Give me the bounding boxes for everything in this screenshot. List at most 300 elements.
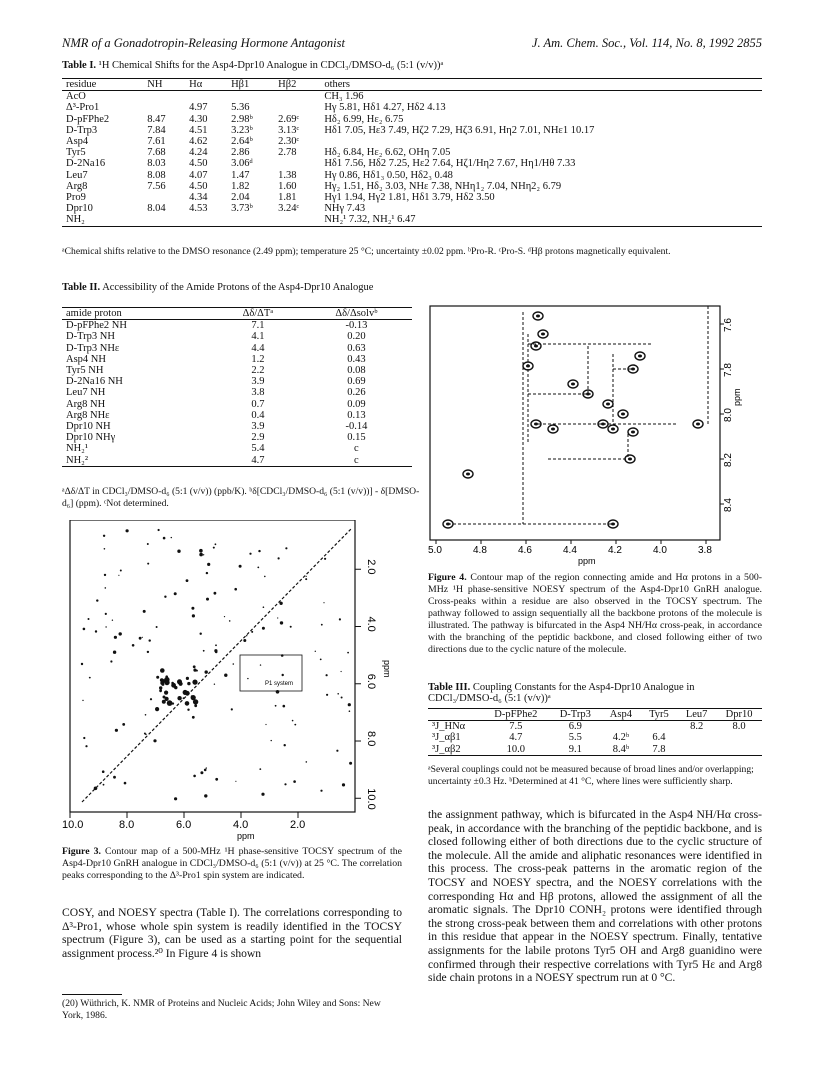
figure3-y-ticks <box>355 559 377 809</box>
figure3-peak <box>290 626 292 628</box>
figure4-peak-core <box>611 523 615 526</box>
figure3-peak <box>251 631 253 633</box>
table1-cell: Pro9 <box>66 192 86 204</box>
figure3-peak <box>260 664 261 665</box>
table2-cell: 0.08 <box>347 365 366 377</box>
figure4-caption-text: Contour map of the region connecting amide and Hα protons in a 500-MHz ¹H phase-sensitive NOESY spectrum of the Asp4-Dpr10 GnRH analogue. Cross-peaks within a residue are also observed in the TOCSY spectrum. The pathway followed to assign sequentially all the backbone protons of the molecule is illustrated. The pathway is bifurcated in the Asp4 NH/Hα cross-peak, in accordance with the branching of the peptidic backbone, and closed following either of two directions due to the cyclic nature of the molecule. <box>428 572 763 655</box>
figure4-xtick-label: 4.2 <box>608 545 622 556</box>
figure3-peak <box>281 654 284 657</box>
table1-cell: Hγ 5.81, Hδ1 4.27, Hδ2 4.13 <box>324 102 446 114</box>
table1-cell: 3.13ᶜ <box>278 124 300 136</box>
table1-cell: Arg8 <box>66 180 88 192</box>
table2-cell: D-Trp3 NH <box>66 331 115 343</box>
figure3-peak <box>306 761 308 763</box>
table3-cell: 8.4ᵇ <box>601 744 641 756</box>
figure4-caption <box>428 572 762 656</box>
figure3-peak <box>199 553 203 557</box>
table2-row <box>62 410 412 421</box>
figure3-peak <box>147 651 149 653</box>
figure3-ytick-label: 8.0 <box>365 731 377 747</box>
table1-cell: 1.47 <box>231 169 250 181</box>
table1-cell <box>227 214 274 226</box>
table2-label: Table II. <box>62 282 101 293</box>
figure3-label: Figure 3. <box>62 846 101 857</box>
table3-cell: 4.7 <box>509 732 523 744</box>
table1-cell: 8.04 <box>147 203 166 215</box>
table1-cell: 3.73ᵇ <box>231 203 253 215</box>
table1-row <box>62 170 762 181</box>
figure3-peak <box>161 683 164 686</box>
figure4-peak-core <box>621 413 625 416</box>
figure3-peak <box>347 652 349 654</box>
table2-row <box>62 455 412 467</box>
figure3-peak <box>185 701 190 706</box>
figure3-peak <box>192 680 197 685</box>
table1-cell: 2.98ᵇ <box>231 113 253 125</box>
figure3-peak <box>324 558 326 560</box>
table1-cell: D-2Na16 <box>66 158 106 170</box>
table1-cell <box>143 214 185 226</box>
table1-cell: Asp4 <box>66 136 89 148</box>
figure3-peak <box>326 694 328 696</box>
table1-cell: 4.34 <box>189 192 208 204</box>
figure3-peak <box>234 588 237 591</box>
figure3-peak <box>186 677 189 680</box>
table2-cell: 0.63 <box>347 342 366 354</box>
figure3-peak <box>89 677 91 679</box>
figure3-peak <box>171 537 172 538</box>
figure3-peak <box>243 639 246 642</box>
table2-header-0: amide proton <box>62 308 215 320</box>
figure3-peak <box>119 632 122 635</box>
figure3-peak <box>183 697 185 699</box>
figure4-xtick-label: 3.8 <box>698 545 712 556</box>
figure3-peak <box>104 548 106 550</box>
table1-cell: Hγ 0.86, Hδ1₃ 0.50, Hδ2₃ 0.48 <box>324 169 453 181</box>
figure4-xtick-label: 4.4 <box>563 545 577 556</box>
table1-cell: 3.24ᶜ <box>278 203 300 215</box>
figure3-peak <box>249 553 251 555</box>
table1-cell: 8.08 <box>147 169 166 181</box>
table2-row <box>62 399 412 410</box>
table1-cell: 7.61 <box>147 136 166 148</box>
figure3-peak <box>115 729 118 732</box>
figure3-peak <box>320 659 322 661</box>
table3-header-4: Tyr5 <box>641 709 677 721</box>
figure4-ylabel: ppm <box>732 388 742 406</box>
figure4-peak-core <box>541 333 545 336</box>
table1-cell: 4.51 <box>189 124 208 136</box>
figure3-peak <box>160 668 165 673</box>
figure3-peak <box>163 537 166 540</box>
figure3-peak <box>156 676 159 679</box>
figure3-xlabel: ppm <box>237 831 255 841</box>
table1-cell: 7.84 <box>147 124 166 136</box>
table2-cell: c <box>301 455 412 467</box>
table1-cell: 4.53 <box>189 203 208 215</box>
table2-cell: c <box>354 443 359 455</box>
table3-cell: 7.8 <box>641 744 677 756</box>
figure3-caption-text: Contour map of a 500-MHz ¹H phase-sensitive TOCSY spectrum of the Asp4-Dpr10 GnRH analogue in CDCl₃/DMSO-d₆ (5:1 (v/v)) at 25 °C. The correlation peaks corresponding to the Δ³-Pro1 spin system are indicated. <box>62 846 402 881</box>
table1-cell: 1.60 <box>278 180 297 192</box>
figure4-peak-core <box>466 473 470 476</box>
figure3-peak <box>102 770 105 773</box>
figure3-peak <box>271 740 272 741</box>
figure3-peak <box>277 617 278 618</box>
table3-cell: 10.0 <box>482 744 549 756</box>
table1-cell: 3.23ᵇ <box>231 124 253 136</box>
figure3-peak <box>261 793 264 796</box>
figure3-peak <box>224 674 227 677</box>
table2-cell: 5.4 <box>251 443 265 455</box>
figure3-peak <box>187 682 190 685</box>
figure4-ytick-label: 8.2 <box>723 453 734 467</box>
figure3-peak <box>257 567 259 569</box>
table2-cell: Asp4 NH <box>66 353 106 365</box>
table1-cell: Hγ₂ 1.51, Hδ₂ 3.03, NHε 7.38, NHη1₂ 7.04, NHη2₂ 6.79 <box>324 180 562 192</box>
figure3-peak <box>118 575 119 576</box>
figure3-peak <box>155 707 159 711</box>
figure3-peak <box>164 691 168 695</box>
figure4-peak-core <box>696 423 700 426</box>
table1-cell: 3.06ᵈ <box>231 158 253 170</box>
table1-row <box>62 136 762 147</box>
table1-cell: NH₂¹ 7.32, NH₂¹ 6.47 <box>320 214 762 226</box>
table2-cell: Dpr10 NH <box>66 421 111 433</box>
figure3-xtick-label: 8.0 <box>119 819 135 831</box>
figure3-peak <box>174 797 177 800</box>
table3-cell: 4.2ᵇ <box>612 732 630 744</box>
table1-caption-text: ¹H Chemical Shifts for the Asp4-Dpr10 Analogue in CDCl₃/DMSO-d₆ (5:1 (v/v))ᵃ <box>98 60 444 71</box>
figure3-peak <box>349 762 352 765</box>
table2-header-2: Δδ/Δsolvᵇ <box>301 308 412 320</box>
figure4-pathway <box>448 304 708 524</box>
table3-cell: 7.5 <box>509 721 523 733</box>
figure4-peak-core <box>611 428 615 431</box>
figure4-peak-core <box>638 355 642 358</box>
figure3-peak <box>323 602 324 603</box>
figure3-peak <box>193 669 196 672</box>
figure4-peak-core <box>534 423 538 426</box>
figure3-peak <box>306 576 307 577</box>
table3-header-5: Leu7 <box>677 709 716 721</box>
figure3-peak <box>213 547 215 549</box>
figure4-label: Figure 4. <box>428 572 467 583</box>
table1-row <box>62 102 762 113</box>
figure3-peak <box>132 644 135 647</box>
table2-cell: Arg8 NH <box>66 398 106 410</box>
figure3-peak <box>207 563 210 566</box>
figure4-ytick-label: 7.8 <box>723 363 734 377</box>
figure4-peak-core <box>631 368 635 371</box>
table2-cell: 4.7 <box>215 455 301 467</box>
table2-row <box>62 343 412 354</box>
table2-cell: 3.8 <box>251 387 265 399</box>
figure3-peak <box>259 768 261 770</box>
table3-cell: 9.1 <box>550 744 602 756</box>
figure3-peak <box>337 693 339 695</box>
figure3-peak <box>215 651 218 654</box>
figure3-plot <box>62 520 402 842</box>
table1-cell <box>185 91 227 103</box>
figure3-peak <box>264 576 266 578</box>
table3-cell <box>716 744 762 756</box>
table1-cell: 2.86 <box>231 147 250 159</box>
running-title: NMR of a Gonadotropin-Releasing Hormone Antagonist <box>62 36 345 50</box>
body-text-left: COSY, and NOESY spectra (Table I). The correlations corresponding to Δ³-Pro1, whose whole spin system is readily identified in the TOCSY spectrum (Figure 3), can be used as a starting point for the sequential assignment process.²⁰ In Figure 4 is shown <box>62 906 402 960</box>
table2-row <box>62 365 412 376</box>
figure3-peak <box>258 550 260 552</box>
figure4-ytick-label: 8.0 <box>723 408 734 422</box>
table2-row <box>62 354 412 365</box>
figure3-peak <box>103 784 105 786</box>
figure3-diagonal <box>82 528 352 802</box>
figure3-peak <box>191 607 194 610</box>
table1-cell: Hδ₂ 6.99, Hε₂ 6.75 <box>324 113 404 125</box>
figure3-peak <box>263 606 265 608</box>
figure4-x-ticks <box>428 540 712 556</box>
table1-row <box>62 147 762 158</box>
table2-cell: 2.9 <box>251 432 265 444</box>
table1-cell: 4.30 <box>189 113 208 125</box>
figure3-peak <box>203 554 204 555</box>
figure3-xtick-label: 2.0 <box>290 819 306 831</box>
figure3-peak <box>103 535 105 537</box>
figure4-frame <box>430 306 720 540</box>
figure3-peak <box>162 679 166 683</box>
table1-row <box>62 91 762 103</box>
figure3-peak <box>165 675 168 678</box>
table1-cell: 4.62 <box>189 136 208 148</box>
figure3-peak <box>294 724 296 726</box>
table1-cell: 5.36 <box>231 102 250 114</box>
figure3-peak <box>156 626 158 628</box>
figure3-caption <box>62 846 402 882</box>
figure3-ylabel: ppm <box>382 660 392 678</box>
table1-cell: 7.56 <box>147 180 166 192</box>
figure3-peak <box>149 639 151 641</box>
figure4-xtick-label: 4.0 <box>653 545 667 556</box>
figure3-peak <box>349 710 351 712</box>
table3-cell: 8.2 <box>690 721 704 733</box>
table2-footnote: ᵃΔδ/ΔT in CDCl₃/DMSO-d₆ (5:1 (v/v)) (ppb/K). ᵇδ[CDCl₃/DMSO-d₆ (5:1 (v/v))] - δ[DMSO-d₆] (ppm). ᶜNot determined. <box>62 486 420 509</box>
table1-cell: 1.38 <box>278 169 297 181</box>
figure3-peak <box>174 592 177 595</box>
table2-header-1: Δδ/ΔTᵃ <box>215 308 301 320</box>
figure3-peak <box>126 529 129 532</box>
table1-cell: 2.64ᵇ <box>231 136 253 148</box>
figure3-peak <box>203 650 205 652</box>
figure3-peak <box>321 624 323 626</box>
figure3-peak <box>160 689 162 691</box>
figure3-peak <box>284 744 286 746</box>
table1-cell: 2.04 <box>231 192 250 204</box>
table1-cell <box>227 91 274 103</box>
figure3-peak <box>142 637 143 638</box>
figure3-xtick-label: 6.0 <box>176 819 192 831</box>
figure3-peak <box>139 637 142 640</box>
figure3-peak <box>164 596 166 598</box>
table3-cell: ³J_αβ1 <box>432 732 461 744</box>
figure3-peak <box>320 790 322 792</box>
figure4-peak-core <box>628 458 632 461</box>
table1-row <box>62 125 762 136</box>
figure3-peak <box>147 563 149 565</box>
table1-cell: 2.30ᶜ <box>278 136 300 148</box>
table3-cell <box>677 732 716 743</box>
figure3-ytick-label: 10.0 <box>365 788 377 810</box>
figure4-peak-core <box>601 423 605 426</box>
table3-header-6: Dpr10 <box>716 709 762 721</box>
figure3-peak <box>348 703 351 706</box>
figure3-peak <box>193 775 196 778</box>
figure3-peak <box>145 714 147 716</box>
figure3-ytick-label: 4.0 <box>365 616 377 632</box>
table2-cell: 3.9 <box>251 421 265 433</box>
figure3-peak <box>193 665 196 668</box>
figure3-peak <box>262 627 265 630</box>
table2-row <box>62 376 412 387</box>
figure3-peak <box>292 720 294 722</box>
table1 <box>62 78 762 227</box>
table1-header-1: NH <box>143 79 185 91</box>
table1-header-2: Hα <box>185 79 227 91</box>
figure3-peak <box>94 787 98 791</box>
footnote-rule <box>62 994 122 995</box>
table3-cell <box>677 744 716 756</box>
table1-cell: CH₃ 1.96 <box>324 91 364 103</box>
figure3-frame <box>70 520 355 812</box>
figure3-peak <box>153 739 156 742</box>
table3-cell: 6.9 <box>568 721 582 733</box>
table2-cell: 0.20 <box>347 331 366 343</box>
table1-cell <box>143 91 185 103</box>
figure3-xtick-label: 10.0 <box>62 819 84 831</box>
figure3-peak <box>239 565 242 568</box>
table3-row <box>428 721 762 733</box>
figure3-peak <box>224 616 225 617</box>
table1-header-5: others <box>320 79 762 91</box>
figure3-peak <box>83 628 86 631</box>
figure3-peak <box>285 547 287 549</box>
table1-cell: 8.47 <box>147 113 166 125</box>
figure4-peak-core <box>586 393 590 396</box>
table2-cell: 0.43 <box>347 353 366 365</box>
table2-cell: 0.7 <box>251 398 265 410</box>
figure3-peak <box>233 663 235 665</box>
figure3-peak <box>194 704 197 707</box>
figure3-peak <box>82 700 83 701</box>
table2-cell: -0.13 <box>345 320 368 332</box>
figure3-peak <box>280 621 283 624</box>
figure3-peak <box>342 783 345 786</box>
table1-row <box>62 158 762 169</box>
table1-row <box>62 203 762 214</box>
figure3-peak <box>167 700 173 706</box>
table2-cell: 0.4 <box>251 409 265 421</box>
table2-cell: 0.15 <box>347 432 366 444</box>
figure4-xtick-label: 5.0 <box>428 545 442 556</box>
figure3-peak <box>215 644 217 646</box>
table2-cell: D-2Na16 NH <box>66 376 123 388</box>
table1-cell <box>185 214 227 226</box>
table1-row <box>62 214 762 226</box>
table2-cell: Arg8 NHε <box>66 409 110 421</box>
table1-cell <box>320 136 762 147</box>
figure3-ytick-label: 2.0 <box>365 559 377 575</box>
figure3-peak <box>192 614 195 617</box>
figure3-peak <box>341 697 343 699</box>
table3 <box>428 708 762 756</box>
table3-cell <box>601 721 641 733</box>
figure3-peak <box>200 771 203 774</box>
figure3-peak <box>283 705 286 708</box>
figure3-peak <box>326 674 328 676</box>
figure4-plot <box>428 294 758 566</box>
figure3-peaks <box>81 528 352 802</box>
figure3-peak <box>247 678 248 679</box>
figure3-peak <box>120 570 122 572</box>
table1-cell: 8.03 <box>147 158 166 170</box>
figure3-peak <box>206 767 207 768</box>
figure3-ytick-label: 6.0 <box>365 673 377 690</box>
table2-cell: Leu7 NH <box>66 387 106 399</box>
table2-cell: 1.2 <box>251 353 265 365</box>
table2-cell: 3.9 <box>251 376 265 388</box>
table1-cell: Hδ1 7.05, Hε3 7.49, Hζ2 7.29, Hζ3 6.91, Hη2 7.01, NHε1 10.17 <box>324 124 595 136</box>
table1-cell: Tyr5 <box>66 147 86 159</box>
figure3-peak <box>81 663 83 665</box>
table1-cell <box>143 102 185 113</box>
figure3-peak <box>177 679 182 684</box>
table1-cell: AcO <box>66 91 86 103</box>
figure3-peak <box>339 618 341 620</box>
table3-header-0 <box>428 709 482 721</box>
table2-cell: -0.14 <box>345 421 368 433</box>
figure4-peak-core <box>446 523 450 526</box>
table3-header-2: D-Trp3 <box>550 709 602 721</box>
table1-cell: NHγ 7.43 <box>324 203 366 215</box>
figure3-peak <box>206 598 209 601</box>
table1-cell <box>274 102 320 113</box>
table2-caption-text: Accessibility of the Amide Protons of the Asp4-Dpr10 Analogue <box>102 282 374 293</box>
figure4-xtick-label: 4.8 <box>473 545 487 556</box>
table1-header-4: Hβ2 <box>274 79 320 91</box>
table1-cell <box>274 214 320 226</box>
figure4-y-ticks <box>720 318 734 512</box>
figure4-ytick-label: 7.6 <box>723 318 734 332</box>
figure3-peak <box>341 671 342 672</box>
table2-row <box>62 320 412 332</box>
table2-row <box>62 387 412 398</box>
figure3-peak <box>95 630 97 632</box>
body-text-right: the assignment pathway, which is bifurcated in the Asp4 NH/Hα cross-peak, in accordance with the branching of the peptidic backbone, and is closed following either of both directions due to the cyclic structure of the molecule. All the amide and aliphatic resonances were identified in this process. The cross-peak patterns in the aromatic region of the TOCSY and NOESY spectra, and the NOESY correlations with the corresponding Hα and Hβ protons, allowed the assignment of all the aromatic signals. The Dpr10 CONH₂ protons were identified through the strong cross-peak between them and correlations with other protons in this residue that appear in the NOESY spectrum. Finally, tentative assignments for the labile protons Tyr5 OH and Arg8 guanidino were confirmed through their respective correlations with Tyr5 Hε and Arg8 side chain protons in a NOESY spectrum run at 0 °C. <box>428 808 762 985</box>
figure3-peak <box>204 769 207 772</box>
figure3-peak <box>113 651 116 654</box>
table3-label: Table III. <box>428 682 471 693</box>
table2-row <box>62 443 412 454</box>
table1-cell: 7.68 <box>147 147 166 159</box>
figure3-peak <box>205 670 208 673</box>
figure3-peak <box>144 733 146 735</box>
figure3-peak <box>112 620 113 621</box>
table1-cell: Leu7 <box>66 169 88 181</box>
table1-cell: 4.24 <box>189 147 208 159</box>
table1-cell: Δ³-Pro1 <box>66 102 100 114</box>
figure3-peak <box>88 618 90 620</box>
figure4-peak-core <box>526 365 530 368</box>
figure3-peak <box>191 695 193 697</box>
